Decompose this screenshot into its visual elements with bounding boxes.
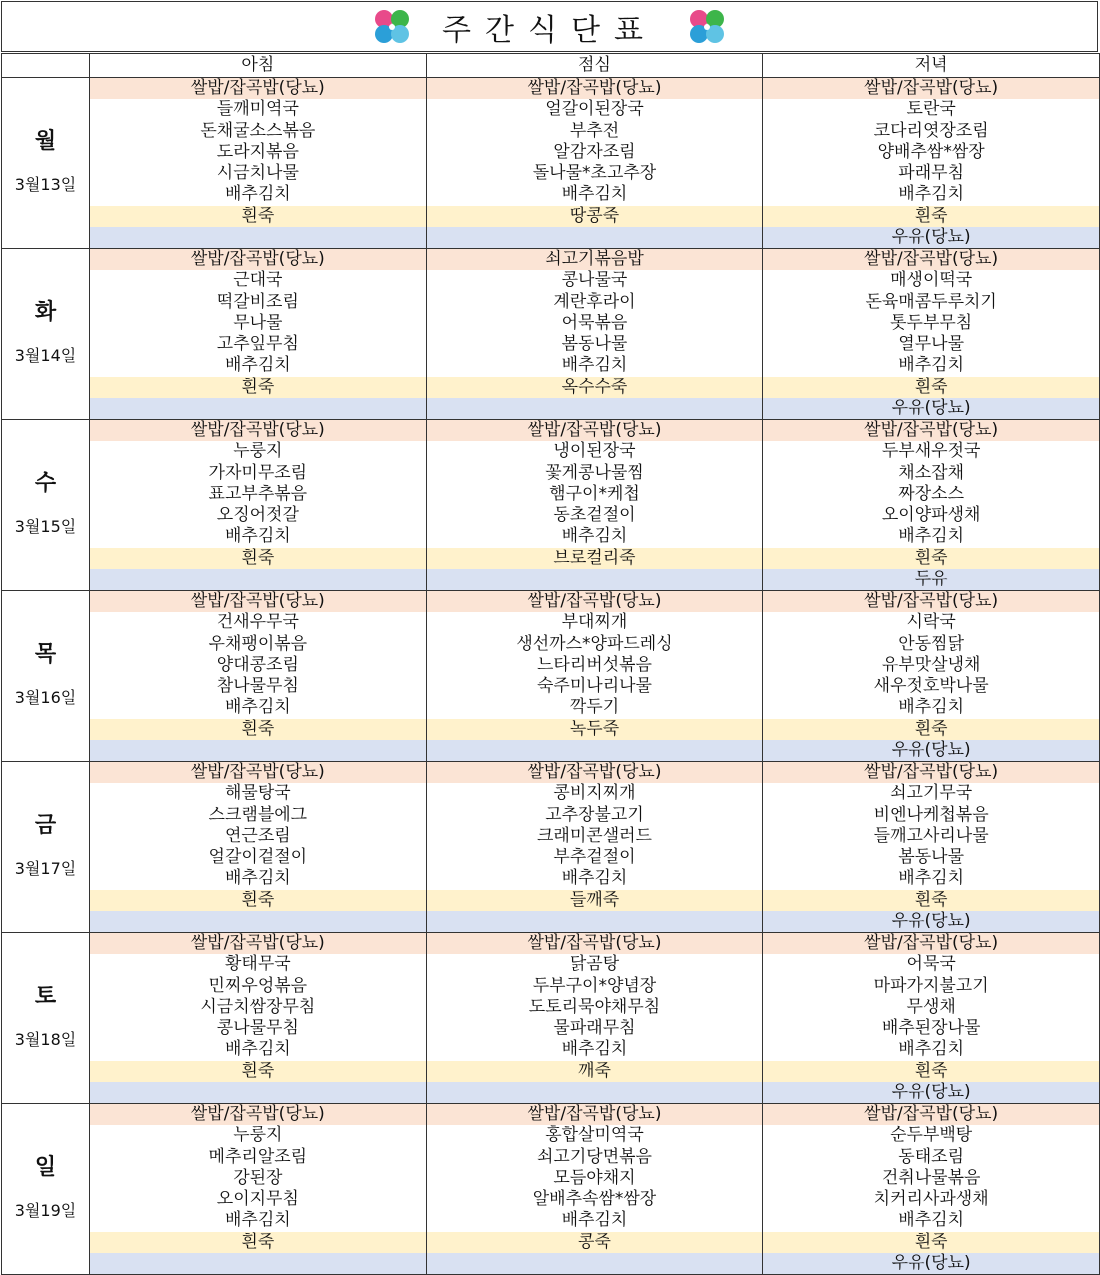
menu-item-lunch: 콩나물국: [426, 270, 763, 291]
table-row: [2, 505, 1100, 526]
menu-item-dinner: 우유(당뇨): [763, 1082, 1100, 1104]
menu-item-lunch: 배추김치: [426, 868, 763, 889]
menu-item-lunch: 콩비지찌개: [426, 783, 763, 804]
menu-item-dinner: 안동찜닭: [763, 634, 1100, 655]
table-row: [2, 420, 1100, 442]
menu-item-breakfast: 연근조림: [90, 826, 427, 847]
table-row: [2, 355, 1100, 376]
menu-item-lunch: 계란후라이: [426, 292, 763, 313]
menu-item-breakfast: 흰죽: [90, 890, 427, 911]
table-row: [2, 163, 1100, 184]
menu-item-lunch: [426, 740, 763, 762]
weekly-menu-table: [1, 53, 1100, 1275]
menu-item-breakfast: 배추김치: [90, 697, 427, 718]
menu-item-breakfast: 양대콩조림: [90, 655, 427, 676]
menu-item-dinner: 흰죽: [763, 206, 1100, 227]
menu-item-breakfast: [90, 1082, 427, 1104]
table-row: [2, 1210, 1100, 1231]
day-date: 3월13일: [14, 175, 77, 194]
menu-item-dinner: 건취나물볶음: [763, 1168, 1100, 1189]
menu-item-breakfast: 표고부추볶음: [90, 484, 427, 505]
menu-item-lunch: 쌀밥/잡곡밥(당뇨): [426, 1104, 763, 1126]
menu-item-breakfast: 콩나물무침: [90, 1018, 427, 1039]
menu-item-breakfast: [90, 740, 427, 762]
day-cell: [2, 420, 90, 591]
menu-item-dinner: 우유(당뇨): [763, 227, 1100, 249]
menu-item-dinner: 배추김치: [763, 1039, 1100, 1060]
table-row: [2, 933, 1100, 955]
menu-item-breakfast: 배추김치: [90, 1210, 427, 1231]
table-row: [2, 249, 1100, 271]
table-row: [2, 868, 1100, 889]
menu-item-lunch: 모듬야채지: [426, 1168, 763, 1189]
table-row: [2, 762, 1100, 784]
menu-item-lunch: 깍두기: [426, 697, 763, 718]
menu-item-breakfast: 쌀밥/잡곡밥(당뇨): [90, 78, 427, 100]
page-title: 주간식단표: [442, 12, 657, 48]
column-header-breakfast: 아침: [90, 54, 427, 78]
menu-item-lunch: 동초겉절이: [426, 505, 763, 526]
menu-item-dinner: 치커리사과생채: [763, 1189, 1100, 1210]
table-row: [2, 655, 1100, 676]
menu-item-lunch: 알배추속쌈*쌈장: [426, 1189, 763, 1210]
menu-item-dinner: 우유(당뇨): [763, 1253, 1100, 1275]
table-row: [2, 634, 1100, 655]
menu-item-breakfast: 가자미무조림: [90, 463, 427, 484]
menu-item-dinner: 흰죽: [763, 1061, 1100, 1082]
menu-item-dinner: 양배추쌈*쌈장: [763, 142, 1100, 163]
menu-item-dinner: 배추된장나물: [763, 1018, 1100, 1039]
menu-item-lunch: 느타리버섯볶음: [426, 655, 763, 676]
menu-item-dinner: 배추김치: [763, 184, 1100, 205]
menu-item-breakfast: 누룽지: [90, 1125, 427, 1146]
menu-item-dinner: 코다리엿장조림: [763, 121, 1100, 142]
table-row: [2, 976, 1100, 997]
menu-item-lunch: 쌀밥/잡곡밥(당뇨): [426, 591, 763, 613]
menu-item-breakfast: 배추김치: [90, 526, 427, 547]
table-row: [2, 569, 1100, 591]
table-row: [2, 612, 1100, 633]
menu-item-lunch: 배추김치: [426, 526, 763, 547]
menu-item-lunch: 옥수수죽: [426, 377, 763, 398]
menu-item-breakfast: 우채팽이볶음: [90, 634, 427, 655]
menu-item-lunch: 쌀밥/잡곡밥(당뇨): [426, 933, 763, 955]
table-row: [2, 121, 1100, 142]
menu-item-lunch: [426, 227, 763, 249]
menu-item-lunch: 브로컬리죽: [426, 548, 763, 569]
menu-item-lunch: 배추김치: [426, 1210, 763, 1231]
menu-item-dinner: 돈육매콤두루치기: [763, 292, 1100, 313]
menu-item-dinner: 흰죽: [763, 890, 1100, 911]
menu-item-dinner: 순두부백탕: [763, 1125, 1100, 1146]
menu-item-lunch: 배추김치: [426, 184, 763, 205]
table-row: [2, 740, 1100, 762]
menu-item-dinner: 채소잡채: [763, 463, 1100, 484]
menu-item-breakfast: 쌀밥/잡곡밥(당뇨): [90, 249, 427, 271]
menu-item-dinner: 유부맛살냉채: [763, 655, 1100, 676]
corner-cell: [2, 54, 90, 78]
menu-item-dinner: 톳두부무침: [763, 313, 1100, 334]
menu-item-lunch: 들깨죽: [426, 890, 763, 911]
day-date: 3월16일: [14, 688, 77, 707]
menu-item-lunch: 봄동나물: [426, 334, 763, 355]
title-bar: [1, 1, 1098, 52]
table-row: [2, 526, 1100, 547]
menu-item-lunch: 홍합살미역국: [426, 1125, 763, 1146]
clover-icon: [683, 5, 731, 49]
table-row: [2, 227, 1100, 249]
table-row: [2, 1189, 1100, 1210]
menu-item-lunch: 도토리묵야채무침: [426, 997, 763, 1018]
menu-item-dinner: 흰죽: [763, 548, 1100, 569]
menu-item-lunch: 생선까스*양파드레싱: [426, 634, 763, 655]
menu-item-dinner: 무생채: [763, 997, 1100, 1018]
menu-item-breakfast: 얼갈이겉절이: [90, 847, 427, 868]
menu-item-lunch: [426, 569, 763, 591]
day-name: 토: [34, 983, 57, 1009]
menu-item-dinner: 흰죽: [763, 719, 1100, 740]
menu-item-lunch: 녹두죽: [426, 719, 763, 740]
menu-item-lunch: 콩죽: [426, 1232, 763, 1253]
menu-item-breakfast: [90, 911, 427, 933]
table-row: [2, 911, 1100, 933]
menu-item-dinner: 흰죽: [763, 377, 1100, 398]
table-row: [2, 890, 1100, 911]
table-row: [2, 954, 1100, 975]
menu-item-dinner: 마파가지불고기: [763, 976, 1100, 997]
menu-item-dinner: 오이양파생채: [763, 505, 1100, 526]
menu-item-breakfast: [90, 1253, 427, 1275]
menu-item-breakfast: 배추김치: [90, 1039, 427, 1060]
menu-item-dinner: 쌀밥/잡곡밥(당뇨): [763, 420, 1100, 442]
table-row: [2, 1125, 1100, 1146]
table-row: [2, 377, 1100, 398]
menu-item-breakfast: [90, 398, 427, 420]
menu-item-lunch: 냉이된장국: [426, 441, 763, 462]
menu-item-breakfast: 무나물: [90, 313, 427, 334]
menu-item-breakfast: 시금치쌈장무침: [90, 997, 427, 1018]
menu-item-breakfast: 스크램블에그: [90, 805, 427, 826]
table-row: [2, 441, 1100, 462]
day-cell: [2, 249, 90, 420]
menu-item-dinner: 토란국: [763, 99, 1100, 120]
menu-item-breakfast: 쌀밥/잡곡밥(당뇨): [90, 1104, 427, 1126]
menu-item-breakfast: 민찌우엉볶음: [90, 976, 427, 997]
table-row: [2, 313, 1100, 334]
menu-item-breakfast: 건새우무국: [90, 612, 427, 633]
menu-item-breakfast: 쌀밥/잡곡밥(당뇨): [90, 933, 427, 955]
day-cell: [2, 1104, 90, 1275]
day-name: 일: [34, 1154, 57, 1180]
menu-item-dinner: 배추김치: [763, 526, 1100, 547]
menu-item-breakfast: 배추김치: [90, 355, 427, 376]
table-row: [2, 78, 1100, 100]
menu-item-dinner: 열무나물: [763, 334, 1100, 355]
menu-item-lunch: [426, 1082, 763, 1104]
column-header-lunch: 점심: [426, 54, 763, 78]
menu-item-dinner: 쇠고기무국: [763, 783, 1100, 804]
menu-item-lunch: 쌀밥/잡곡밥(당뇨): [426, 420, 763, 442]
table-row: [2, 1082, 1100, 1104]
day-date: 3월17일: [14, 859, 77, 878]
day-date: 3월18일: [14, 1030, 77, 1049]
day-cell: [2, 933, 90, 1104]
table-row: [2, 484, 1100, 505]
clover-icon: [368, 5, 416, 49]
menu-item-dinner: 새우젓호박나물: [763, 676, 1100, 697]
menu-item-dinner: 배추김치: [763, 1210, 1100, 1231]
table-row: [2, 847, 1100, 868]
menu-body: [2, 78, 1100, 1275]
menu-item-breakfast: 메추리알조림: [90, 1147, 427, 1168]
table-row: [2, 142, 1100, 163]
table-row: [2, 783, 1100, 804]
day-name: 월: [34, 128, 57, 154]
menu-item-dinner: 짜장소스: [763, 484, 1100, 505]
header-row: [2, 54, 1100, 78]
table-row: [2, 463, 1100, 484]
menu-item-breakfast: 배추김치: [90, 868, 427, 889]
day-date: 3월19일: [14, 1201, 77, 1220]
table-row: [2, 334, 1100, 355]
menu-item-dinner: 어묵국: [763, 954, 1100, 975]
table-row: [2, 1168, 1100, 1189]
menu-item-breakfast: 근대국: [90, 270, 427, 291]
menu-item-breakfast: 돈채굴소스볶음: [90, 121, 427, 142]
menu-item-lunch: 부추겉절이: [426, 847, 763, 868]
table-row: [2, 99, 1100, 120]
menu-item-lunch: 배추김치: [426, 1039, 763, 1060]
menu-item-dinner: 비엔나케첩볶음: [763, 805, 1100, 826]
menu-item-lunch: 숙주미나리나물: [426, 676, 763, 697]
menu-item-lunch: 부대찌개: [426, 612, 763, 633]
menu-item-lunch: 물파래무침: [426, 1018, 763, 1039]
table-row: [2, 206, 1100, 227]
table-row: [2, 826, 1100, 847]
menu-item-breakfast: 누룽지: [90, 441, 427, 462]
menu-item-dinner: 들깨고사리나물: [763, 826, 1100, 847]
menu-item-lunch: 어묵볶음: [426, 313, 763, 334]
menu-item-lunch: 두부구이*양념장: [426, 976, 763, 997]
menu-item-lunch: 쌀밥/잡곡밥(당뇨): [426, 762, 763, 784]
table-row: [2, 270, 1100, 291]
menu-item-lunch: 돌나물*초고추장: [426, 163, 763, 184]
menu-item-lunch: 닭곰탕: [426, 954, 763, 975]
menu-item-breakfast: 강된장: [90, 1168, 427, 1189]
menu-item-breakfast: 시금치나물: [90, 163, 427, 184]
menu-item-breakfast: 고추잎무침: [90, 334, 427, 355]
table-row: [2, 1061, 1100, 1082]
menu-item-lunch: 부추전: [426, 121, 763, 142]
menu-item-dinner: 두부새우젓국: [763, 441, 1100, 462]
day-date: 3월14일: [14, 346, 77, 365]
table-row: [2, 697, 1100, 718]
menu-item-lunch: [426, 911, 763, 933]
menu-item-dinner: 배추김치: [763, 355, 1100, 376]
menu-item-lunch: 땅콩죽: [426, 206, 763, 227]
menu-item-breakfast: 도라지볶음: [90, 142, 427, 163]
menu-item-dinner: 우유(당뇨): [763, 911, 1100, 933]
day-date: 3월15일: [14, 517, 77, 536]
menu-item-lunch: 쌀밥/잡곡밥(당뇨): [426, 78, 763, 100]
menu-item-dinner: 우유(당뇨): [763, 740, 1100, 762]
menu-item-breakfast: 흰죽: [90, 548, 427, 569]
menu-item-lunch: [426, 1253, 763, 1275]
table-row: [2, 1253, 1100, 1275]
menu-item-breakfast: 해물탕국: [90, 783, 427, 804]
menu-item-breakfast: 쌀밥/잡곡밥(당뇨): [90, 762, 427, 784]
menu-item-breakfast: 흰죽: [90, 377, 427, 398]
menu-item-lunch: 알감자조림: [426, 142, 763, 163]
day-name: 목: [34, 641, 57, 667]
menu-item-dinner: 쌀밥/잡곡밥(당뇨): [763, 1104, 1100, 1126]
table-row: [2, 997, 1100, 1018]
menu-item-dinner: 동태조림: [763, 1147, 1100, 1168]
day-name: 화: [34, 299, 57, 325]
day-cell: [2, 78, 90, 249]
table-row: [2, 1232, 1100, 1253]
menu-item-breakfast: 떡갈비조림: [90, 292, 427, 313]
table-row: [2, 1039, 1100, 1060]
menu-item-lunch: 얼갈이된장국: [426, 99, 763, 120]
column-header-dinner: 저녁: [763, 54, 1100, 78]
day-cell: [2, 591, 90, 762]
menu-item-breakfast: 오이지무침: [90, 1189, 427, 1210]
menu-item-breakfast: 쌀밥/잡곡밥(당뇨): [90, 420, 427, 442]
menu-item-breakfast: [90, 569, 427, 591]
menu-item-lunch: 배추김치: [426, 355, 763, 376]
menu-item-dinner: 배추김치: [763, 697, 1100, 718]
menu-item-dinner: 흰죽: [763, 1232, 1100, 1253]
menu-item-lunch: 고추장불고기: [426, 805, 763, 826]
day-cell: [2, 762, 90, 933]
table-row: [2, 184, 1100, 205]
menu-item-breakfast: 흰죽: [90, 1232, 427, 1253]
menu-item-lunch: 햄구이*케첩: [426, 484, 763, 505]
menu-item-dinner: 매생이떡국: [763, 270, 1100, 291]
menu-item-dinner: 봄동나물: [763, 847, 1100, 868]
table-row: [2, 676, 1100, 697]
table-row: [2, 398, 1100, 420]
menu-item-breakfast: 배추김치: [90, 184, 427, 205]
menu-item-lunch: 크래미콘샐러드: [426, 826, 763, 847]
table-row: [2, 719, 1100, 740]
day-name: 금: [34, 812, 57, 838]
table-row: [2, 292, 1100, 313]
menu-item-lunch: [426, 398, 763, 420]
menu-item-lunch: 꽃게콩나물찜: [426, 463, 763, 484]
menu-item-dinner: 쌀밥/잡곡밥(당뇨): [763, 78, 1100, 100]
menu-item-dinner: 우유(당뇨): [763, 398, 1100, 420]
menu-item-dinner: 배추김치: [763, 868, 1100, 889]
table-row: [2, 1018, 1100, 1039]
menu-item-dinner: 쌀밥/잡곡밥(당뇨): [763, 933, 1100, 955]
table-row: [2, 1104, 1100, 1126]
day-name: 수: [34, 470, 57, 496]
menu-item-lunch: 쇠고기당면볶음: [426, 1147, 763, 1168]
table-row: [2, 548, 1100, 569]
menu-item-lunch: 쇠고기볶음밥: [426, 249, 763, 271]
menu-item-breakfast: 황태무국: [90, 954, 427, 975]
menu-item-dinner: 쌀밥/잡곡밥(당뇨): [763, 762, 1100, 784]
menu-item-dinner: 시락국: [763, 612, 1100, 633]
menu-item-breakfast: 들깨미역국: [90, 99, 427, 120]
menu-item-breakfast: 흰죽: [90, 719, 427, 740]
menu-item-breakfast: 쌀밥/잡곡밥(당뇨): [90, 591, 427, 613]
menu-item-breakfast: 오징어젓갈: [90, 505, 427, 526]
menu-item-breakfast: 흰죽: [90, 206, 427, 227]
menu-item-lunch: 깨죽: [426, 1061, 763, 1082]
table-row: [2, 591, 1100, 613]
menu-item-dinner: 쌀밥/잡곡밥(당뇨): [763, 249, 1100, 271]
menu-item-dinner: 파래무침: [763, 163, 1100, 184]
menu-item-dinner: 쌀밥/잡곡밥(당뇨): [763, 591, 1100, 613]
menu-item-breakfast: [90, 227, 427, 249]
table-row: [2, 805, 1100, 826]
menu-item-breakfast: 참나물무침: [90, 676, 427, 697]
menu-item-breakfast: 흰죽: [90, 1061, 427, 1082]
menu-item-dinner: 두유: [763, 569, 1100, 591]
table-row: [2, 1147, 1100, 1168]
